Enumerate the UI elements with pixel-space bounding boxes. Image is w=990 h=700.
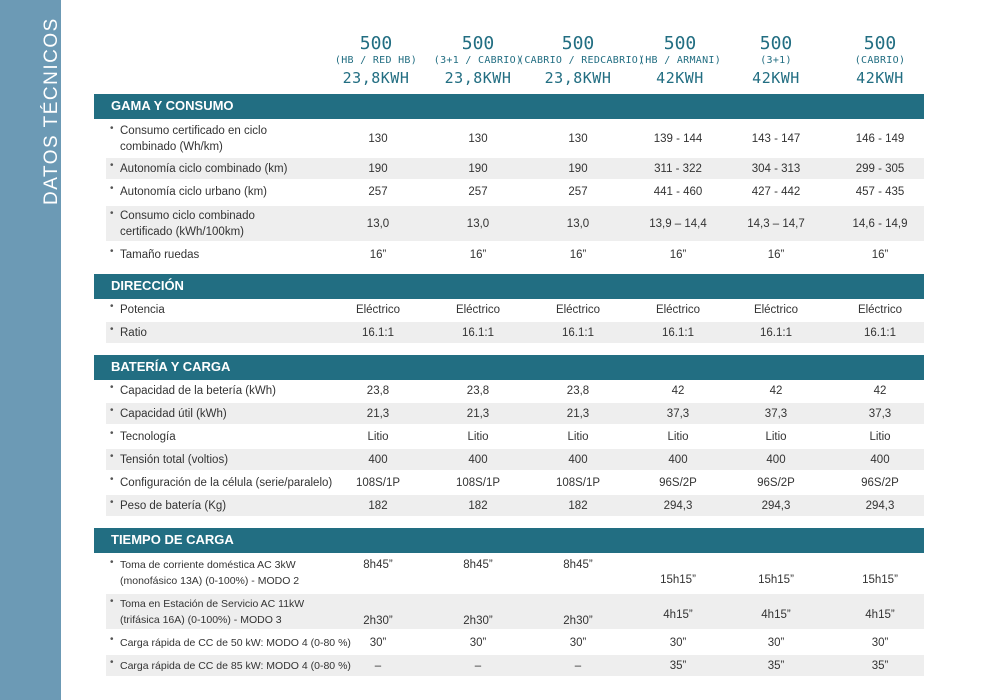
table-cell: 311 - 322 bbox=[654, 162, 702, 175]
table-cell: 400 bbox=[468, 453, 488, 466]
table-row bbox=[106, 403, 924, 424]
table-cell: 143 - 147 bbox=[751, 132, 801, 145]
table-cell: 16.1:1 bbox=[760, 326, 792, 339]
page-title: DATOS TÉCNICOS bbox=[41, 17, 62, 205]
table-cell: 30” bbox=[669, 636, 687, 649]
table-cell: Eléctrico bbox=[857, 303, 903, 316]
section-header: TIEMPO DE CARGA bbox=[94, 528, 924, 551]
table-cell: 16.1:1 bbox=[462, 326, 494, 339]
table-cell: 4h15” bbox=[865, 609, 895, 621]
row-label: • Ratio bbox=[110, 324, 147, 339]
table-cell: 108S/1P bbox=[355, 476, 401, 489]
table-cell: 42 bbox=[873, 384, 887, 397]
bullet-icon: • bbox=[110, 596, 114, 607]
table-cell: 23,8 bbox=[566, 384, 590, 397]
row-label: • Configuración de la célula (serie/paralelo) bbox=[110, 474, 333, 489]
column-variant: (HB / ARMANI) bbox=[638, 55, 722, 66]
table-cell: 16.1:1 bbox=[662, 326, 694, 339]
table-row bbox=[106, 449, 924, 470]
table-cell: 14,3 – 14,7 bbox=[747, 217, 805, 230]
table-cell: 14,6 - 14,9 bbox=[852, 217, 908, 230]
bullet-icon: • bbox=[110, 208, 114, 219]
table-cell: 96S/2P bbox=[757, 476, 795, 489]
table-row bbox=[106, 206, 924, 241]
table-cell: 15h15” bbox=[862, 574, 898, 586]
bullet-icon: • bbox=[110, 428, 114, 439]
table-cell: 8h45” bbox=[363, 559, 393, 571]
column-model: 500 bbox=[561, 33, 595, 54]
table-cell: 30” bbox=[871, 636, 889, 649]
bullet-icon: • bbox=[110, 123, 114, 134]
row-label: • Carga rápida de CC de 50 kW: MODO 4 (0-80 %) bbox=[110, 634, 351, 649]
table-cell: Eléctrico bbox=[753, 303, 799, 316]
table-cell: 30” bbox=[569, 636, 587, 649]
column-model: 500 bbox=[461, 33, 495, 54]
section-divider bbox=[94, 117, 924, 119]
bullet-icon: • bbox=[110, 246, 114, 257]
table-cell: Eléctrico bbox=[455, 303, 501, 316]
column-header bbox=[820, 34, 940, 88]
row-label: • Peso de batería (Kg) bbox=[110, 497, 227, 512]
table-cell: 190 bbox=[568, 162, 588, 175]
bullet-icon: • bbox=[110, 657, 114, 668]
column-variant: (CABRIO / REDCABRIO) bbox=[518, 55, 645, 66]
table-cell: 457 - 435 bbox=[855, 185, 905, 198]
table-cell: 182 bbox=[468, 499, 488, 512]
table-cell: Eléctrico bbox=[355, 303, 401, 316]
table-cell: 16.1:1 bbox=[864, 326, 896, 339]
table-cell: 35” bbox=[871, 659, 889, 672]
table-cell: 16.1:1 bbox=[562, 326, 594, 339]
bullet-icon: • bbox=[110, 301, 114, 312]
table-cell: 13,9 – 14,4 bbox=[649, 217, 707, 230]
row-label: • Autonomía ciclo combinado (km) bbox=[110, 160, 288, 175]
table-cell: Eléctrico bbox=[555, 303, 601, 316]
column-variant: (3+1 / CABRIO) bbox=[433, 55, 523, 66]
table-cell: 16” bbox=[569, 248, 587, 261]
table-cell: 16.1:1 bbox=[362, 326, 394, 339]
table-cell: 400 bbox=[870, 453, 890, 466]
column-variant: (HB / RED HB) bbox=[334, 55, 418, 66]
column-battery: 42KWH bbox=[656, 69, 704, 87]
table-cell: 294,3 bbox=[761, 499, 791, 512]
table-cell: 23,8 bbox=[366, 384, 390, 397]
table-cell: 37,3 bbox=[764, 407, 788, 420]
table-cell: 23,8 bbox=[466, 384, 490, 397]
table-cell: 4h15” bbox=[663, 609, 693, 621]
table-cell: 15h15” bbox=[660, 574, 696, 586]
column-header bbox=[716, 34, 836, 88]
row-label: • Capacidad de la betería (kWh) bbox=[110, 382, 276, 397]
table-cell: 30” bbox=[469, 636, 487, 649]
table-cell: 108S/1P bbox=[455, 476, 501, 489]
column-battery: 23,8KWH bbox=[444, 69, 512, 87]
table-cell: Litio bbox=[869, 430, 891, 443]
table-cell: 16” bbox=[469, 248, 487, 261]
bullet-icon: • bbox=[110, 474, 114, 485]
table-cell: 35” bbox=[767, 659, 785, 672]
table-cell: 257 bbox=[368, 185, 388, 198]
table-row bbox=[106, 555, 924, 590]
table-cell: 2h30” bbox=[463, 615, 493, 627]
table-row bbox=[106, 495, 924, 516]
table-cell: 4h15” bbox=[761, 609, 791, 621]
row-label: • Consumo ciclo combinado certificado (kWh/100km) bbox=[110, 208, 255, 238]
bullet-icon: • bbox=[110, 183, 114, 194]
table-cell: 257 bbox=[468, 185, 488, 198]
table-cell: – bbox=[474, 659, 482, 672]
column-battery: 23,8KWH bbox=[544, 69, 612, 87]
table-cell: 182 bbox=[568, 499, 588, 512]
table-cell: 42 bbox=[769, 384, 783, 397]
table-cell: 182 bbox=[368, 499, 388, 512]
table-cell: 8h45” bbox=[563, 559, 593, 571]
column-battery: 42KWH bbox=[856, 69, 904, 87]
section-header: BATERÍA Y CARGA bbox=[94, 355, 924, 378]
table-row bbox=[106, 632, 924, 653]
table-cell: 427 - 442 bbox=[751, 185, 801, 198]
table-cell: 96S/2P bbox=[659, 476, 697, 489]
row-label: • Consumo certificado en ciclo combinado (Wh/km) bbox=[110, 123, 268, 153]
table-row bbox=[106, 380, 924, 401]
table-cell: Litio bbox=[567, 430, 589, 443]
table-cell: 16” bbox=[767, 248, 785, 261]
sidebar-band bbox=[0, 0, 61, 700]
bullet-icon: • bbox=[110, 160, 114, 171]
table-cell: Eléctrico bbox=[655, 303, 701, 316]
table-cell: 146 - 149 bbox=[855, 132, 905, 145]
table-row bbox=[106, 244, 924, 265]
table-cell: 13,0 bbox=[566, 217, 590, 230]
table-cell: 299 - 305 bbox=[855, 162, 905, 175]
bullet-icon: • bbox=[110, 405, 114, 416]
table-cell: 257 bbox=[568, 185, 588, 198]
table-row bbox=[106, 299, 924, 320]
table-cell: 21,3 bbox=[566, 407, 590, 420]
row-label: • Tecnología bbox=[110, 428, 176, 443]
row-label: • Tamaño ruedas bbox=[110, 246, 200, 261]
bullet-icon: • bbox=[110, 497, 114, 508]
bullet-icon: • bbox=[110, 324, 114, 335]
table-row bbox=[106, 181, 924, 202]
table-cell: 42 bbox=[671, 384, 685, 397]
table-cell: 400 bbox=[668, 453, 688, 466]
row-label: • Tensión total (voltios) bbox=[110, 451, 229, 466]
table-row bbox=[106, 594, 924, 629]
table-row bbox=[106, 655, 924, 676]
table-cell: 13,0 bbox=[466, 217, 490, 230]
table-cell: 8h45” bbox=[463, 559, 493, 571]
table-row bbox=[106, 158, 924, 179]
table-cell: 37,3 bbox=[868, 407, 892, 420]
table-cell: Litio bbox=[367, 430, 389, 443]
table-cell: 130 bbox=[368, 132, 388, 145]
column-model: 500 bbox=[759, 33, 793, 54]
table-cell: 96S/2P bbox=[861, 476, 899, 489]
table-row bbox=[106, 121, 924, 156]
table-cell: 2h30” bbox=[563, 615, 593, 627]
table-row bbox=[106, 322, 924, 343]
section-divider bbox=[94, 551, 924, 553]
table-cell: 130 bbox=[568, 132, 588, 145]
table-row bbox=[106, 426, 924, 447]
row-label: • Autonomía ciclo urbano (km) bbox=[110, 183, 268, 198]
column-model: 500 bbox=[863, 33, 897, 54]
bullet-icon: • bbox=[110, 557, 114, 568]
table-cell: 21,3 bbox=[466, 407, 490, 420]
table-cell: 294,3 bbox=[865, 499, 895, 512]
table-cell: 190 bbox=[468, 162, 488, 175]
table-cell: Litio bbox=[467, 430, 489, 443]
table-cell: 37,3 bbox=[666, 407, 690, 420]
table-cell: 294,3 bbox=[663, 499, 693, 512]
column-headers bbox=[0, 34, 990, 92]
bullet-icon: • bbox=[110, 382, 114, 393]
table-row bbox=[106, 472, 924, 493]
section-header: DIRECCIÓN bbox=[94, 274, 924, 297]
table-cell: 304 - 313 bbox=[751, 162, 801, 175]
table-cell: – bbox=[574, 659, 582, 672]
column-model: 500 bbox=[663, 33, 697, 54]
table-cell: 108S/1P bbox=[555, 476, 601, 489]
table-cell: – bbox=[374, 659, 382, 672]
table-cell: 400 bbox=[568, 453, 588, 466]
table-cell: 16” bbox=[669, 248, 687, 261]
row-label: • Capacidad útil (kWh) bbox=[110, 405, 227, 420]
table-cell: 441 - 460 bbox=[653, 185, 703, 198]
table-cell: 13,0 bbox=[366, 217, 390, 230]
column-variant: (CABRIO) bbox=[854, 55, 906, 66]
table-cell: 400 bbox=[766, 453, 786, 466]
section-header: GAMA Y CONSUMO bbox=[94, 94, 924, 117]
column-model: 500 bbox=[359, 33, 393, 54]
table-cell: 30” bbox=[369, 636, 387, 649]
table-cell: 190 bbox=[368, 162, 388, 175]
table-cell: 130 bbox=[468, 132, 488, 145]
table-cell: 139 - 144 bbox=[653, 132, 703, 145]
table-cell: 2h30” bbox=[363, 615, 393, 627]
table-cell: 35” bbox=[669, 659, 687, 672]
table-cell: 30” bbox=[767, 636, 785, 649]
column-battery: 42KWH bbox=[752, 69, 800, 87]
bullet-icon: • bbox=[110, 451, 114, 462]
column-variant: (3+1) bbox=[760, 55, 792, 66]
table-cell: 21,3 bbox=[366, 407, 390, 420]
table-cell: 16” bbox=[871, 248, 889, 261]
table-cell: Litio bbox=[667, 430, 689, 443]
table-cell: Litio bbox=[765, 430, 787, 443]
table-cell: 15h15” bbox=[758, 574, 794, 586]
table-cell: 400 bbox=[368, 453, 388, 466]
column-battery: 23,8KWH bbox=[342, 69, 410, 87]
row-label: • Potencia bbox=[110, 301, 165, 316]
row-label: • Toma en Estación de Servicio AC 11kW (trifásica 16A) (0-100%) - MODO 3 bbox=[110, 596, 305, 626]
row-label: • Toma de corriente doméstica AC 3kW (monofásico 13A) (0-100%) - MODO 2 bbox=[110, 557, 300, 587]
table-cell: 16” bbox=[369, 248, 387, 261]
row-label: • Carga rápida de CC de 85 kW: MODO 4 (0-80 %) bbox=[110, 657, 351, 672]
bullet-icon: • bbox=[110, 634, 114, 645]
